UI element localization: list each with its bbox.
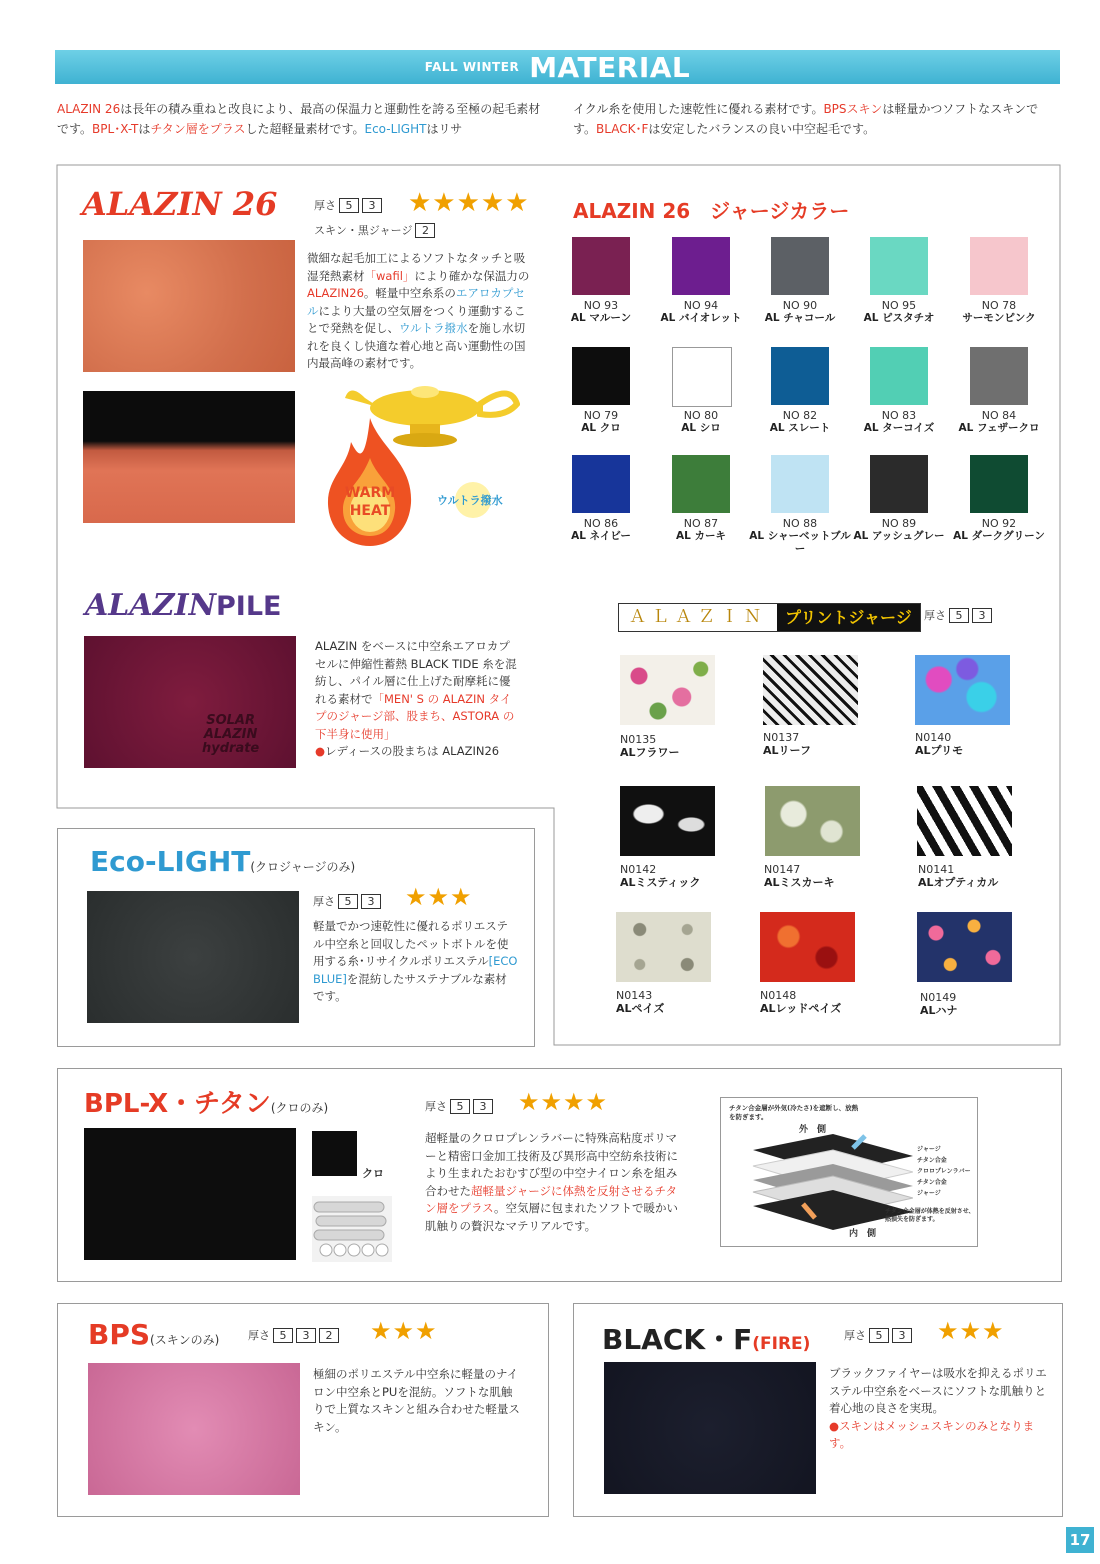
color-code: NO 94 <box>683 299 719 312</box>
black-f-fabric-image <box>604 1362 816 1494</box>
alazin26-thickness <box>314 197 382 213</box>
text-segment: は安定したバランスの良い中空起毛です。 <box>648 122 876 136</box>
color-name: AL アッシュグレー <box>853 530 945 542</box>
bpl-swatch-label: クロ <box>362 1167 384 1180</box>
text-segment: 微細な起毛加工によるソフトなタッチと吸湿発熱素材 <box>307 251 526 283</box>
bps-stars: ★★★ <box>370 1317 438 1345</box>
black-f-thickness <box>844 1327 912 1343</box>
print-name: ALペイズ <box>616 1002 665 1015</box>
text-segment: 。軽量中空糸系の <box>363 286 456 300</box>
text-segment: により確かな保温力の <box>414 268 530 283</box>
color-code: NO 87 <box>683 517 719 530</box>
header-subtitle: FALL WINTER <box>424 60 520 74</box>
pile-title-a: ALAZIN <box>85 588 217 623</box>
highlight-text: ALAZIN 26 <box>57 102 121 116</box>
thickness-value: 5 <box>869 1328 889 1343</box>
color-name: AL ネイビー <box>571 530 631 542</box>
color-swatch <box>771 237 829 295</box>
color-swatch <box>870 237 928 295</box>
pile-fabric-image <box>84 636 296 768</box>
color-code: NO 92 <box>981 517 1017 530</box>
color-name: AL ピスタチオ <box>863 312 935 324</box>
color-swatch <box>572 455 630 513</box>
black-f-note: (FIRE) <box>752 1334 811 1354</box>
color-code: NO 79 <box>583 409 619 422</box>
alazin26-title: ALAZIN 26 <box>82 185 278 223</box>
thickness-value: 3 <box>892 1328 912 1343</box>
eco-fabric-image <box>87 891 299 1023</box>
thickness-value: 3 <box>296 1328 316 1343</box>
color-code: NO 95 <box>881 299 917 312</box>
bpl-thickness <box>425 1098 493 1114</box>
color-swatch <box>572 347 630 405</box>
highlight-text: ウルトラ撥水 <box>399 321 468 335</box>
alazin26-skin <box>314 222 435 238</box>
skin-label: スキン・黒ジャージ <box>314 224 413 237</box>
color-name: AL スレート <box>769 422 831 434</box>
alazin26-fabric-image <box>83 240 295 372</box>
color-code: NO 82 <box>782 409 818 422</box>
layer-diagram <box>720 1097 978 1247</box>
color-code: NO 90 <box>782 299 818 312</box>
black-f-description <box>829 1365 1047 1453</box>
thickness-value: 3 <box>972 608 992 623</box>
header-title: MATERIAL <box>529 50 691 84</box>
color-swatch <box>771 347 829 405</box>
color-name: AL ターコイズ <box>863 422 935 434</box>
print-name: ALオプティカル <box>918 876 999 889</box>
eco-title-text: Eco-LIGHT <box>90 845 251 878</box>
layer-label: ジャージ <box>917 1190 941 1197</box>
highlight-text: BLACK･F <box>596 122 649 136</box>
highlight-text: エアロカプセル <box>307 286 525 318</box>
highlight-text: 「wafil」 <box>364 268 415 283</box>
layer-label: クロロプレンラバー <box>917 1168 971 1175</box>
color-name: AL フェザークロ <box>958 422 1040 434</box>
pile-title-b: PILE <box>216 591 282 622</box>
print-code: N0140 <box>915 731 952 744</box>
bps-fabric-image <box>88 1363 300 1495</box>
color-swatch <box>672 237 730 295</box>
text-segment: 。空気層に包まれたソフトで暖かい肌触りの贅沢なマテリアルです。 <box>425 1201 678 1233</box>
pile-fabric-line: hydrate <box>202 741 260 756</box>
bpl-stars: ★★★★ <box>518 1088 609 1116</box>
bpl-title <box>84 1083 328 1120</box>
text-segment: を混紡したサステナブルな素材です。 <box>313 971 507 1003</box>
print-label: プリントジャージ <box>777 604 920 631</box>
thickness-value: 3 <box>361 894 381 909</box>
highlight-text: BPSスキン <box>823 102 883 116</box>
highlight-text: 超軽量ジャージに体熱を反射させるチタン層をプラス <box>425 1183 677 1215</box>
thickness-label: 厚さ <box>924 609 946 622</box>
thickness-value: 5 <box>450 1099 470 1114</box>
color-code: NO 88 <box>782 517 818 530</box>
print-code: N0148 <box>760 989 797 1002</box>
print-swatch-red-paisley <box>760 912 855 982</box>
black-f-stars: ★★★ <box>937 1317 1005 1345</box>
thickness-label: 厚さ <box>313 895 335 908</box>
thickness-label: 厚さ <box>314 199 336 212</box>
bpl-fabric-image <box>84 1128 296 1260</box>
color-name: AL シロ <box>681 422 721 434</box>
eco-stars: ★★★ <box>405 883 473 911</box>
thickness-value: 5 <box>273 1328 293 1343</box>
bpl-description <box>425 1130 683 1235</box>
black-f-note-bullet: ● <box>829 1418 840 1433</box>
pile-note-bullet: ● <box>315 744 326 758</box>
print-code: N0149 <box>920 991 957 1004</box>
bps-title <box>88 1318 219 1351</box>
print-swatch-mis-khaki <box>765 786 860 856</box>
print-name: ALハナ <box>920 1004 958 1017</box>
pile-title <box>85 588 282 623</box>
pile-fabric-line: SOLAR <box>206 713 256 728</box>
print-code: N0135 <box>620 733 657 746</box>
print-code: N0137 <box>763 731 800 744</box>
print-code: N0147 <box>764 863 801 876</box>
page-number: 17 <box>1066 1527 1094 1553</box>
color-code: NO 80 <box>683 409 719 422</box>
print-jersey-label <box>618 603 921 632</box>
highlight-text: [ECO BLUE] <box>313 954 518 986</box>
diagram-top-note: チタン合金層が外気(冷たさ)を遮断し、放熱を防ぎます。 <box>729 1104 859 1121</box>
bpl-title-text: BPL-X・チタン <box>84 1089 271 1119</box>
layer-label: ジャージ <box>917 1146 941 1153</box>
color-code: NO 86 <box>583 517 619 530</box>
text-segment: は長年の積み重ねと改良により、最高の保温力と運動性を誇る至極の起毛素材です。 <box>57 102 541 136</box>
color-name: AL マルーン <box>570 312 632 324</box>
black-f-desc-text: ブラックファイヤーは吸水を抑えるポリエステル中空糸をベースにソフトな肌触りと着心地の良さを実現。 <box>829 1366 1047 1415</box>
text-segment: 軽量でかつ速乾性に優れるポリエステル中空糸と回収したペットボトルを使用する糸･リサイクルポリエステル <box>313 919 509 968</box>
thickness-value: 3 <box>362 198 382 213</box>
black-f-title <box>602 1318 810 1358</box>
print-code: N0141 <box>918 863 955 876</box>
thickness-value: 3 <box>473 1099 493 1114</box>
black-f-title-text: BLACK・F <box>602 1323 753 1356</box>
color-swatch <box>870 347 928 405</box>
eco-thickness <box>313 893 381 909</box>
bps-title-text: BPS <box>88 1318 151 1351</box>
diagram-inside-label: 内 側 <box>849 1229 877 1239</box>
color-swatch <box>970 455 1028 513</box>
color-code: NO 83 <box>881 409 917 422</box>
bps-thickness <box>248 1327 339 1343</box>
highlight-text: チタン層をプラス <box>150 122 246 136</box>
layer-label: チタン合金 <box>917 1179 947 1186</box>
alazin26-pile-image <box>83 391 295 523</box>
pile-description <box>315 638 520 761</box>
color-swatch <box>672 347 732 407</box>
print-name: ALリーフ <box>763 744 811 757</box>
color-code: NO 89 <box>881 517 917 530</box>
color-code: NO 84 <box>981 409 1017 422</box>
alazin26-description <box>307 250 532 373</box>
highlight-text: ALAZIN26 <box>307 286 364 300</box>
text-segment: を施し水切れを良くし快適な着心地と高い運動性の国内最高峰の素材です。 <box>307 321 526 370</box>
text-segment: により大量の空気層をつくり運動することで発熱を促し、 <box>307 303 526 335</box>
print-swatch-mystic <box>620 786 715 856</box>
color-name: AL チャコール <box>764 312 836 324</box>
print-code: N0142 <box>620 863 657 876</box>
highlight-text: 「MEN' S の ALAZIN タイプのジャージ部、股まち、ASTORA の下半身に使用」 <box>315 691 515 741</box>
black-f-note2: スキンはメッシュスキンのみとなります。 <box>829 1418 1035 1450</box>
pile-description-text <box>315 639 517 741</box>
text-segment: は <box>138 122 151 136</box>
color-code: NO 93 <box>583 299 619 312</box>
color-code: NO 78 <box>981 299 1017 312</box>
thickness-label: 厚さ <box>844 1329 866 1342</box>
color-swatch <box>572 237 630 295</box>
layer-label: チタン合金 <box>917 1157 947 1164</box>
flame-icon <box>325 418 415 546</box>
diagram-bottom-note: チタン合金層が体熱を反射させ、熱損失を防ぎます。 <box>885 1208 975 1223</box>
bps-note: (スキンのみ) <box>150 1333 220 1347</box>
alazin26-colors-title: ALAZIN 26 ジャージカラー <box>573 199 850 223</box>
highlight-text: Eco-LIGHT <box>364 122 427 136</box>
print-name: ALプリモ <box>915 744 964 757</box>
print-name: ALフラワー <box>620 746 680 759</box>
color-name: サーモンピンク <box>962 312 1036 324</box>
thickness-value: 5 <box>339 198 359 213</box>
bps-description: 極細のポリエステル中空糸に軽量のナイロン中空糸とPUを混紡。ソフトな肌触りで上質なスキンと組み合わせた軽量スキン。 <box>313 1367 520 1434</box>
print-swatch-paisley <box>616 912 711 982</box>
color-name: AL カーキ <box>676 530 726 542</box>
thickness-value: 5 <box>338 894 358 909</box>
print-swatch-primo <box>915 655 1010 725</box>
pile-fabric-line: ALAZIN <box>203 727 258 742</box>
eco-title <box>90 845 355 878</box>
color-swatch <box>970 347 1028 405</box>
thickness-label: 厚さ <box>425 1100 447 1113</box>
color-swatch <box>870 455 928 513</box>
print-name: ALミスティック <box>620 876 701 889</box>
print-swatch-leaf <box>763 655 858 725</box>
color-swatch <box>970 237 1028 295</box>
pile-note: レディースの股まちは ALAZIN26 <box>325 744 500 758</box>
color-name: AL シャーベットブルー <box>749 530 851 555</box>
highlight-text: BPL･X-T <box>92 122 139 136</box>
skin-thickness: 2 <box>415 223 435 238</box>
bpl-note: (クロのみ) <box>270 1101 329 1115</box>
eco-description <box>313 918 518 1006</box>
diagram-layer-labels <box>917 1144 971 1199</box>
print-code: N0143 <box>616 989 653 1002</box>
warm-label: WARM <box>344 485 396 501</box>
text-segment: 超軽量のクロロプレンラバーに特殊高粘度ポリマーと精密口金加工技術及び異形高中空紡糸技術により生まれたおむすび型の中空ナイロン糸を組み合わせた <box>425 1131 678 1198</box>
print-brand: ＡＬＡＺＩＮ <box>619 604 777 631</box>
print-name: ALレッドペイズ <box>760 1002 842 1015</box>
print-name: ALミスカーキ <box>764 876 835 889</box>
color-swatch <box>672 455 730 513</box>
text-segment: はリサ <box>426 122 463 136</box>
color-name: AL クロ <box>581 422 621 434</box>
warm-heat-badge <box>335 484 405 520</box>
alazin26-stars: ★★★★★ <box>408 188 530 218</box>
thickness-label: 厚さ <box>248 1329 270 1342</box>
text-segment: は軽量かつソフトなスキンです。 <box>573 102 1039 136</box>
bpl-swatch-black <box>312 1131 357 1176</box>
print-swatch-flower <box>620 655 715 725</box>
ultra-water-label: ウルトラ撥水 <box>437 494 503 507</box>
diagram-outside-label: 外 側 <box>799 1125 827 1135</box>
thickness-value: 2 <box>319 1328 339 1343</box>
heat-label: HEAT <box>349 503 391 519</box>
color-name: AL ダークグリーン <box>953 530 1045 542</box>
print-swatch-optical <box>917 786 1012 856</box>
color-name: AL バイオレット <box>660 312 742 324</box>
thickness-value: 5 <box>949 608 969 623</box>
eco-note: (クロジャージのみ) <box>250 860 356 874</box>
print-swatch-hana <box>917 912 1012 982</box>
text-segment: した超軽量素材です。 <box>245 122 365 136</box>
hollow-fiber-icon <box>312 1196 392 1262</box>
color-swatch <box>771 455 829 513</box>
pile-fabric-print <box>202 714 259 756</box>
text-segment: イクル糸を使用した速乾性に優れる素材です。 <box>573 102 824 116</box>
text-segment: ALAZIN をベースに中空糸エアロカプセルに伸縮性蓄熱 BLACK TIDE 糸を混紡し、パイル層に仕上げた耐摩耗に優れる素材で <box>315 639 517 706</box>
print-thickness <box>924 607 992 623</box>
